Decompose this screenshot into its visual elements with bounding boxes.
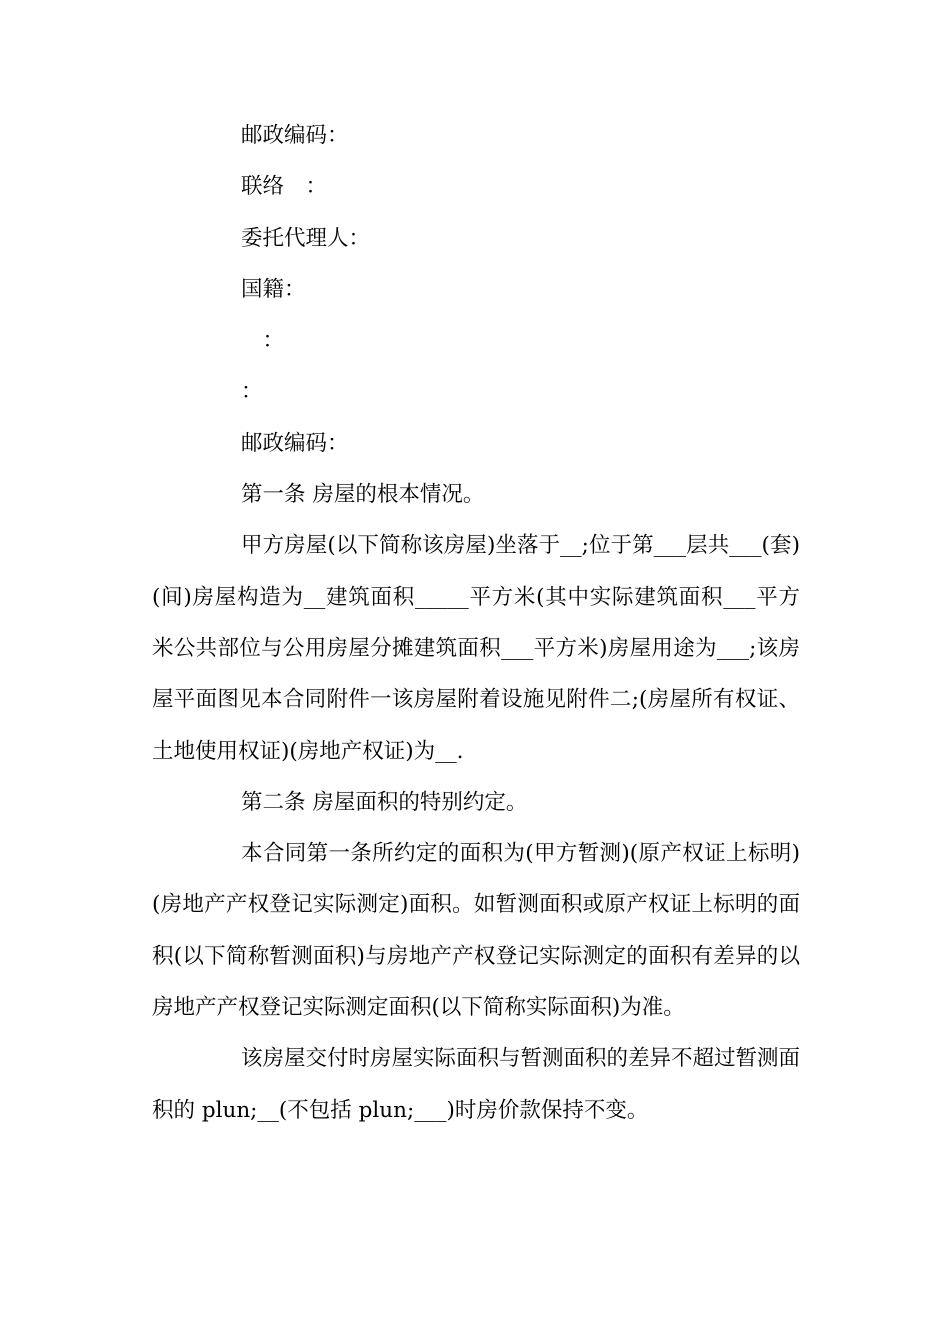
article-2-heading: 第二条 房屋面积的特别约定。 (241, 789, 528, 815)
contact-label: 联络 ： (241, 174, 328, 200)
article-2-body-1: 本合同第一条所约定的面积为(甲方暂测)(原产权证上标明)(房地产产权登记实际测定)面积。如暂测面积或原产权证上标明的面积(以下简称暂测面积)与房地产产权登记实际测定的面积有差异的以房地产产权登记实际测定面积(以下简称实际面积)为准。 (152, 841, 800, 1021)
article-2-body-2: 该房屋交付时房屋实际面积与暂测面积的差异不超过暂测面积的 plun;__(不包括 plun;___)时房价款保持不变。 (152, 1046, 801, 1123)
nationality-label: 国籍： (241, 276, 306, 302)
postal-code-label-2: 邮政编码： (241, 430, 349, 456)
blank-field-label-2: ： (241, 379, 263, 405)
agent-label: 委托代理人： (241, 225, 371, 251)
article-1-heading: 第一条 房屋的根本情况。 (241, 482, 485, 508)
article-1-body: 甲方房屋(以下简称该房屋)坐落于__;位于第___层共___(套)(间)房屋构造为__建筑面积_____平方米(其中实际建筑面积___平方米公共部位与公用房屋分摊建筑面积___平方米)房屋用途为___;该房屋平面图见本合同附件一该房屋附着设施见附件二;(房屋所有权证、土地使用权证)(房地产权证)为__. (152, 533, 800, 764)
blank-field-label: ： (241, 328, 285, 354)
document-body (152, 110, 800, 1136)
postal-code-label: 邮政编码： (241, 123, 349, 148)
